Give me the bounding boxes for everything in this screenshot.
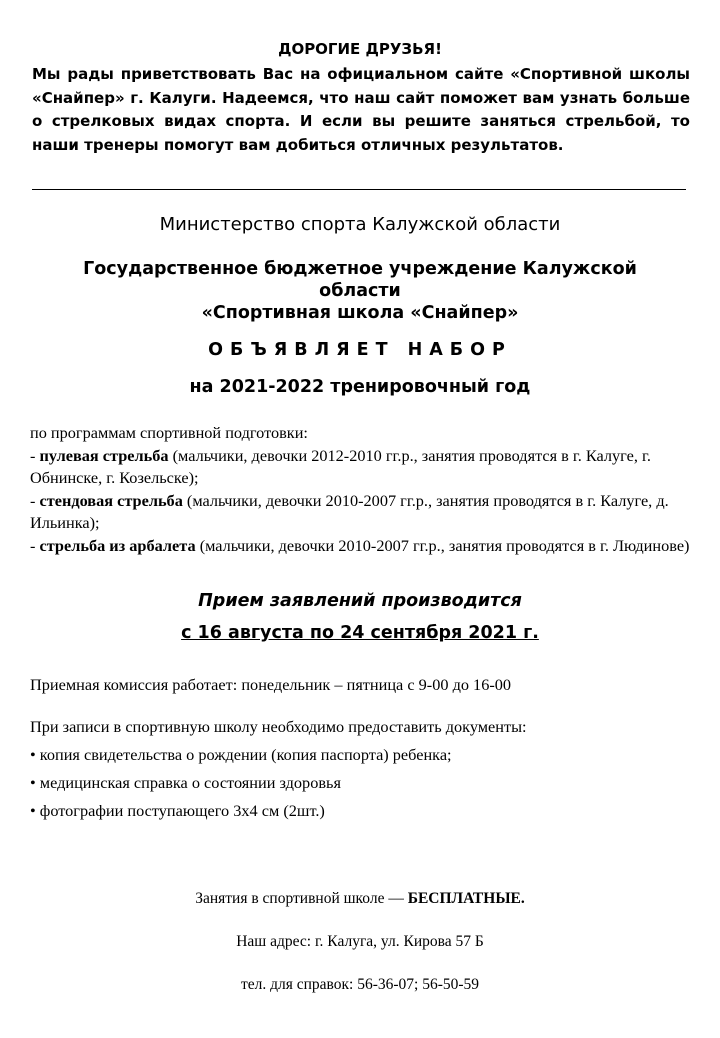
document-item: • копия свидетельства о рождении (копия паспорта) ребенка;: [30, 745, 452, 764]
training-year: на 2021-2022 тренировочный год: [189, 377, 531, 397]
greeting-title: ДОРОГИЕ ДРУЗЬЯ!: [278, 40, 442, 58]
free-note-text: Занятия в спортивной школе —: [195, 890, 408, 907]
programs-list: [30, 422, 690, 557]
free-note-emphasis: БЕСПЛАТНЫЕ.: [407, 890, 525, 907]
programs-intro: по программам спортивной подготовки:: [30, 423, 308, 442]
documents-intro: При записи в спортивную школу необходимо предоставить документы:: [30, 717, 527, 736]
applications-heading: Прием заявлений производится: [198, 591, 522, 611]
program-details: (мальчики, девочки 2012-2010 гг.р., занятия проводятся в г. Калуге, г. Обнинске, г. Козельске);: [30, 445, 651, 487]
documents-list: [30, 716, 690, 828]
commission-hours: Приемная комиссия работает: понедельник – пятница с 9-00 до 16-00: [30, 675, 512, 694]
free-classes-note: [0, 890, 720, 908]
ministry-name: Министерство спорта Калужской области: [159, 214, 561, 235]
program-item: - пулевая стрельба (мальчики, девочки 2012-2010 гг.р., занятия проводятся в г. Калуге, г. Обнинске, г. Козельске);: [30, 445, 651, 487]
program-item: - стрельба из арбалета (мальчики, девочки 2010-2007 гг.р., занятия проводятся в г. Людинове): [30, 535, 690, 555]
program-item: - стендовая стрельба (мальчики, девочки 2010-2007 гг.р., занятия проводятся в г. Калуге, д. Ильинка);: [30, 490, 669, 532]
document-item: • медицинская справка о состоянии здоровья: [30, 773, 341, 792]
program-details: (мальчики, девочки 2010-2007 гг.р., занятия проводятся в г. Калуге, д. Ильинка);: [30, 490, 669, 532]
organization-name: [40, 258, 680, 324]
organization-line-2: области: [319, 281, 401, 301]
organization-line-1: Государственное бюджетное учреждение Калужской: [83, 259, 637, 279]
greeting-text: Мы рады приветствовать Вас на официальном сайте «Спортивной школы «Снайпер» г. Калуги. Надеемся, что наш сайт поможет вам узнать больше о стрелковых видах спорта. И если вы решите заняться стрельбой, то наши тренеры помогут вам добиться отличных результатов.: [32, 65, 690, 154]
announcement-heading: ОБЪЯВЛЯЕТ НАБОР: [208, 340, 512, 360]
divider-line: [32, 189, 686, 190]
document-item: • фотографии поступающего 3х4 см (2шт.): [30, 801, 325, 820]
program-name: пулевая стрельба: [39, 445, 169, 465]
applications-dates: с 16 августа по 24 сентября 2021 г.: [181, 623, 539, 643]
address: Наш адрес: г. Калуга, ул. Кирова 57 Б: [236, 933, 484, 950]
program-name: стрельба из арбалета: [39, 535, 196, 555]
program-details: (мальчики, девочки 2010-2007 гг.р., занятия проводятся в г. Людинове): [195, 535, 690, 555]
phone-numbers: тел. для справок: 56-36-07; 56-50-59: [240, 976, 480, 993]
program-name: стендовая стрельба: [39, 490, 183, 510]
organization-line-3: «Спортивная школа «Снайпер»: [201, 303, 519, 323]
